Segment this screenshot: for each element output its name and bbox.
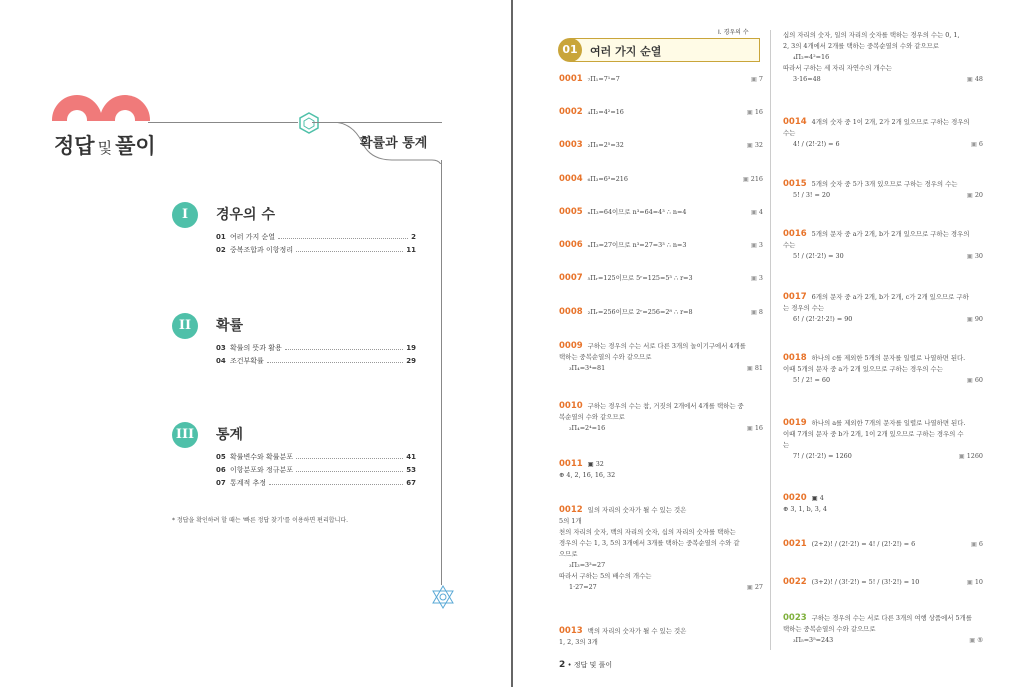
title-part2: 및	[97, 139, 113, 157]
solution-text: 이때 5개의 문자 중 a가 2개 있으므로 구하는 경우의 수는	[783, 365, 943, 373]
answer-value: ▣ 3	[751, 273, 763, 284]
solution-entry	[559, 140, 763, 151]
solution-line	[559, 516, 763, 527]
solution-text: (2+2)! / (2!·2!) = 4! / (2!·2!) = 6	[811, 540, 916, 548]
solution-line	[783, 30, 983, 41]
solution-text: 는	[783, 441, 790, 449]
problem-number: 0003	[559, 140, 583, 150]
answer-value: ▣ 216	[743, 174, 763, 185]
toc-item[interactable]	[216, 452, 416, 465]
solution-line	[559, 363, 763, 374]
solution-text: 6! / (2!·2!·2!) = 90	[793, 315, 853, 323]
title-part1: 정답	[54, 134, 95, 158]
page-footer	[559, 660, 612, 670]
solution-text: 5의 1개	[559, 517, 582, 525]
toc-num: 07	[216, 479, 226, 487]
decorative-vertical-line	[441, 160, 442, 585]
decorative-line	[148, 122, 298, 123]
solution-text: 구하는 경우의 수는 참, 거짓의 2개에서 4개를 택하는 중	[587, 402, 744, 410]
solution-text: 수는	[783, 241, 796, 249]
answer-value: ▣ ⑤	[969, 635, 983, 646]
solution-entry	[559, 341, 763, 374]
toc-item[interactable]	[216, 232, 416, 245]
solution-text: 십의 자리의 숫자, 일의 자리의 숫자를 택하는 경우의 수는 0, 1,	[783, 31, 960, 39]
problem-number: 0005	[559, 207, 583, 217]
answer-value: ▣ 48	[967, 74, 983, 85]
solution-entry	[559, 307, 763, 318]
problem-number: 0001	[559, 74, 583, 84]
solution-entry	[783, 179, 983, 201]
section-badge: II	[172, 313, 198, 339]
solution-text: 4개의 숫자 중 1이 2개, 2가 2개 있으므로 구하는 경우의	[811, 118, 970, 126]
solution-text: ▣ 4	[811, 494, 824, 502]
solution-text: 복순열의 수와 같으므로	[559, 413, 625, 421]
toc-item[interactable]	[216, 245, 416, 258]
solution-line	[559, 352, 763, 363]
solution-entry	[559, 207, 763, 218]
solution-text: 일의 자리의 숫자가 될 수 있는 것은	[587, 506, 687, 514]
solution-line	[559, 240, 763, 251]
solution-text: ⊕ 4, 2, 16, 16, 32	[559, 471, 616, 479]
solution-text: ₆Π₃=6³=216	[587, 175, 628, 183]
problem-number: 0008	[559, 307, 583, 317]
answer-value: ▣ 90	[967, 314, 983, 325]
dot-leader	[296, 246, 403, 252]
answer-value: ▣ 3	[751, 240, 763, 251]
solution-line	[559, 560, 763, 571]
solution-line	[783, 229, 983, 240]
toc-item[interactable]	[216, 478, 416, 491]
solution-entry	[783, 353, 983, 386]
problem-number: 0013	[559, 626, 583, 636]
section-title: 통계	[216, 427, 244, 443]
solution-text: ⊕ 3, 1, b, 3, 4	[783, 505, 827, 513]
solution-line	[559, 582, 763, 593]
solution-entry	[783, 229, 983, 262]
solution-entry	[559, 107, 763, 118]
answer-value: ▣ 1260	[959, 451, 983, 462]
solution-line	[783, 314, 983, 325]
answer-value: ▣ 16	[747, 423, 763, 434]
solution-line	[559, 412, 763, 423]
solution-text: 구하는 경우의 수는 서로 다른 3개의 놀이기구에서 4개를	[587, 342, 746, 350]
toc-page: 53	[406, 466, 416, 474]
problem-number: 0016	[783, 229, 807, 239]
solution-text: 4! / (2!·2!) = 6	[793, 140, 840, 148]
problem-number: 0002	[559, 107, 583, 117]
answer-value: ▣ 32	[747, 140, 763, 151]
solution-line	[559, 74, 763, 85]
toc-label: 여러 가지 순열	[230, 233, 276, 241]
problem-number: 0018	[783, 353, 807, 363]
problem-number: 0015	[783, 179, 807, 189]
toc-page: 11	[406, 246, 416, 254]
solution-text: 5개의 숫자 중 5가 3개 있으므로 구하는 경우의 수는	[811, 180, 958, 188]
toc-num: 05	[216, 453, 226, 461]
note-text: * 정답을 확인하려 할 때는 '빠른 정답 찾기'를 이용하면 편리합니다.	[172, 517, 349, 524]
toc-num: 01	[216, 233, 226, 241]
solution-text: 5! / (2!·2!) = 30	[793, 252, 844, 260]
toc-num: 06	[216, 466, 226, 474]
solution-line	[783, 539, 983, 550]
solution-line	[559, 459, 763, 470]
solution-line	[559, 107, 763, 118]
solution-entry	[559, 626, 763, 648]
dot-leader	[296, 453, 403, 459]
problem-number: 0019	[783, 418, 807, 428]
solution-entry	[783, 613, 983, 646]
toc-list	[216, 343, 416, 369]
solution-line	[559, 470, 763, 481]
solution-line	[783, 139, 983, 150]
answer-value: ▣ 81	[747, 363, 763, 374]
problem-number: 0004	[559, 174, 583, 184]
chapter-label: I. 경우의 수	[718, 29, 749, 36]
toc-page: 19	[406, 344, 416, 352]
answer-value: ▣ 27	[747, 582, 763, 593]
solution-entry	[783, 577, 983, 588]
solution-line	[559, 527, 763, 538]
toc-num: 04	[216, 357, 226, 365]
answer-value: ▣ 6	[971, 139, 983, 150]
decorative-arch-icon	[52, 95, 150, 121]
problem-number: 0010	[559, 401, 583, 411]
solution-text: ₅Πᵣ=125이므로 5ʳ=125=5³ ∴ r=3	[587, 274, 693, 282]
solution-text: ₙΠ₃=64이므로 n³=64=4³ ∴ n=4	[587, 208, 687, 216]
solution-line	[559, 549, 763, 560]
solution-line	[559, 401, 763, 412]
solution-line	[783, 117, 983, 128]
solution-text: ₄Π₂=4²=16	[793, 53, 830, 61]
answer-value: ▣ 8	[751, 307, 763, 318]
problem-number: 0021	[783, 539, 807, 549]
solution-line	[559, 626, 763, 637]
toc-page: 67	[406, 479, 416, 487]
subject-label: 확률과 통계	[360, 136, 428, 151]
solution-text: 수는	[783, 129, 796, 137]
solution-line	[783, 353, 983, 364]
solution-line	[559, 140, 763, 151]
problem-number: 0017	[783, 292, 807, 302]
solution-text: ₙΠ₃=27이므로 n³=27=3³ ∴ n=3	[587, 241, 687, 249]
solution-text: 5! / 3! = 20	[793, 191, 831, 199]
section-number: 01	[558, 38, 582, 62]
answer-value: ▣ 16	[747, 107, 763, 118]
toc-num: 03	[216, 344, 226, 352]
section-badge: III	[172, 422, 198, 448]
title-part3: 풀이	[115, 134, 156, 158]
section-badge: I	[172, 202, 198, 228]
solution-line	[783, 451, 983, 462]
solution-text: 하나의 a를 제외한 7개의 문자를 일렬로 나열하면 된다.	[811, 419, 966, 427]
solution-text: 5! / 2! = 60	[793, 376, 831, 384]
section-title: 경우의 수	[216, 207, 275, 223]
toc-label: 조건부확률	[230, 357, 264, 365]
solution-text: 택하는 중복순열의 수와 같으므로	[559, 353, 652, 361]
solution-entry	[559, 459, 763, 481]
solution-line	[783, 190, 983, 201]
solution-text: ₃Π₃=3³=27	[569, 561, 606, 569]
solution-line	[783, 52, 983, 63]
solution-entry	[783, 292, 983, 325]
solution-text: 5개의 문자 중 a가 2개, b가 2개 있으므로 구하는 경우의	[811, 230, 970, 238]
solution-text: ▣ 32	[587, 460, 604, 468]
problem-number: 0022	[783, 577, 807, 587]
answer-value: ▣ 30	[967, 251, 983, 262]
solution-line	[783, 493, 983, 504]
solution-line	[783, 418, 983, 429]
section-header	[558, 38, 760, 62]
solution-line	[783, 41, 983, 52]
solution-text: ₇Π₁=7¹=7	[587, 75, 620, 83]
solution-line	[559, 505, 763, 516]
solution-text: 백의 자리의 숫자가 될 수 있는 것은	[587, 627, 687, 635]
solution-line	[783, 63, 983, 74]
toc-item[interactable]	[216, 343, 416, 356]
solution-line	[783, 128, 983, 139]
dot-leader	[267, 357, 403, 363]
star-hexagon-icon	[432, 585, 454, 609]
solution-text: ₃Π₄=3⁴=81	[569, 364, 606, 372]
solution-entry	[559, 174, 763, 185]
toc-page: 41	[406, 453, 416, 461]
solution-line	[559, 207, 763, 218]
answer-value: ▣ 10	[967, 577, 983, 588]
solution-line	[783, 303, 983, 314]
section-title: 확률	[216, 318, 244, 334]
solution-text: 7! / (2!·2!) = 1260	[793, 452, 852, 460]
solution-line	[783, 613, 983, 624]
problem-number: 0020	[783, 493, 807, 503]
solution-text: ₂Π₄=2⁴=16	[569, 424, 606, 432]
solution-line	[783, 74, 983, 85]
solution-text: (3+2)! / (3!·2!) = 5! / (3!·2!) = 10	[811, 578, 920, 586]
solution-line	[783, 251, 983, 262]
solution-text: 따라서 구하는 세 자리 자연수의 개수는	[783, 64, 892, 72]
solution-line	[783, 635, 983, 646]
answer-value: ▣ 4	[751, 207, 763, 218]
solution-entry	[783, 117, 983, 150]
toc-label: 이항분포와 정규분포	[230, 466, 294, 474]
solution-entry	[559, 74, 763, 85]
solution-line	[559, 273, 763, 284]
toc-item[interactable]	[216, 356, 416, 369]
toc-num: 02	[216, 246, 226, 254]
dot-leader	[269, 479, 403, 485]
toc-label: 확률변수와 확률분포	[230, 453, 294, 461]
problem-number: 0014	[783, 117, 807, 127]
solution-text: ₂Π₅=2⁵=32	[587, 141, 624, 149]
solution-text: 3·16=48	[793, 75, 821, 83]
solution-text: 6개의 문자 중 a가 2개, b가 2개, c가 2개 있으므로 구하	[811, 293, 969, 301]
problem-number: 0007	[559, 273, 583, 283]
solution-text: 택하는 중복순열의 수와 같으므로	[783, 625, 876, 633]
column-rule	[770, 30, 771, 650]
solution-line	[783, 292, 983, 303]
solution-text: 하나의 c를 제외한 5개의 문자를 일렬로 나열하면 된다.	[811, 354, 966, 362]
solution-line	[783, 375, 983, 386]
solution-text: 1·27=27	[569, 583, 597, 591]
solution-entry	[783, 30, 983, 85]
problem-number: 0011	[559, 459, 583, 469]
answer-value: ▣ 20	[967, 190, 983, 201]
dot-leader	[296, 466, 403, 472]
solution-line	[559, 571, 763, 582]
solution-line	[559, 174, 763, 185]
toc-list	[216, 452, 416, 491]
solution-text: ₂Πᵣ=256이므로 2ʳ=256=2⁸ ∴ r=8	[587, 308, 693, 316]
right-page	[513, 0, 1024, 687]
section-title: 여러 가지 순열	[590, 45, 662, 58]
answer-value: ▣ 6	[971, 539, 983, 550]
solution-line	[783, 240, 983, 251]
toc-item[interactable]	[216, 465, 416, 478]
toc-page: 29	[406, 357, 416, 365]
solution-text: 경우의 수는 1, 3, 5의 3개에서 3개를 택하는 중복순열의 수와 같	[559, 539, 740, 547]
solution-entry	[559, 273, 763, 284]
solution-text: 1, 2, 3의 3개	[559, 638, 598, 646]
answer-value: ▣ 7	[751, 74, 763, 85]
toc-list	[216, 232, 416, 258]
answer-value: ▣ 60	[967, 375, 983, 386]
toc-page: 2	[411, 233, 416, 241]
solution-text: 구하는 경우의 수는 서로 다른 3개의 여행 상품에서 5개를	[811, 614, 972, 622]
solution-entry	[559, 401, 763, 434]
toc-label: 확률의 뜻과 활용	[230, 344, 282, 352]
solution-text: 2, 3의 4개에서 2개를 택하는 중복순열의 수와 같으므로	[783, 42, 939, 50]
solution-line	[783, 364, 983, 375]
solution-line	[783, 179, 983, 190]
dot-leader	[278, 233, 408, 239]
solution-text: 천의 자리의 숫자, 백의 자리의 숫자, 십의 자리의 숫자를 택하는	[559, 528, 736, 536]
toc-label: 중복조합과 이항정리	[230, 246, 294, 254]
footer-text: 정답 및 풀이	[573, 661, 613, 669]
solution-line	[559, 538, 763, 549]
solution-entry	[559, 240, 763, 251]
solution-line	[783, 429, 983, 440]
solution-line	[559, 637, 763, 648]
solution-text: ₄Π₂=4²=16	[587, 108, 624, 116]
dot-leader	[285, 344, 403, 350]
solution-line	[559, 341, 763, 352]
solution-text: ₃Π₅=3⁵=243	[793, 636, 834, 644]
solution-line	[783, 504, 983, 515]
page-title	[54, 130, 156, 160]
solution-entry	[783, 418, 983, 462]
solution-line	[559, 307, 763, 318]
problem-number: 0006	[559, 240, 583, 250]
solution-text: 는 경우의 수는	[783, 304, 825, 312]
solution-line	[783, 577, 983, 588]
solution-text: 으므로	[559, 550, 578, 558]
solution-entry	[783, 539, 983, 550]
solution-line	[559, 423, 763, 434]
solution-text: 따라서 구하는 5의 배수의 개수는	[559, 572, 652, 580]
solution-line	[783, 624, 983, 635]
solution-entry	[783, 493, 983, 515]
toc-label: 통계적 추정	[230, 479, 267, 487]
solution-text: 이때 7개의 문자 중 b가 2개, 1이 2개 있으므로 구하는 경우의 수	[783, 430, 964, 438]
left-page	[0, 0, 511, 687]
footer-separator-icon: •	[567, 661, 572, 669]
problem-number: 0023	[783, 613, 807, 623]
problem-number: 0009	[559, 341, 583, 351]
solution-entry	[559, 505, 763, 593]
problem-number: 0012	[559, 505, 583, 515]
solution-line	[783, 440, 983, 451]
footer-page-number: 2	[559, 660, 566, 670]
